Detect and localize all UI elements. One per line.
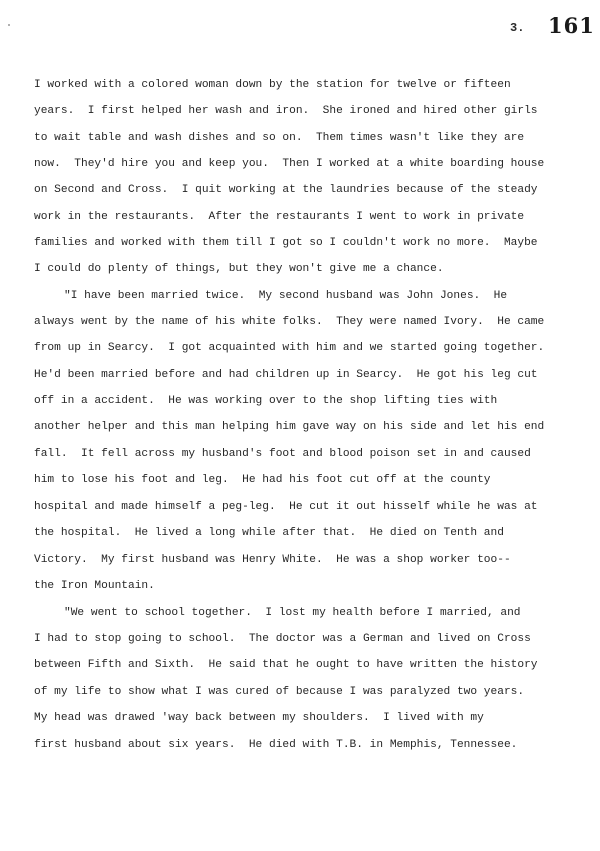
text-line: between Fifth and Sixth. He said that he ought to have written the history: [34, 659, 538, 671]
section-number: 3.: [510, 21, 525, 35]
text-line: to wait table and wash dishes and so on. Them times wasn't like they are: [34, 132, 525, 144]
text-line: off in a accident. He was working over to the shop lifting ties with: [34, 395, 498, 407]
text-line: I had to stop going to school. The doctor was a German and lived on Cross: [34, 633, 531, 645]
scan-speck: [8, 24, 10, 26]
page-number: 161: [548, 13, 595, 38]
text-line: work in the restaurants. After the restaurants I went to work in private: [34, 211, 525, 223]
paragraph-start-line: "I have been married twice. My second husband was John Jones. He: [64, 290, 508, 302]
text-line: My head was drawed 'way back between my shoulders. I lived with my: [34, 712, 484, 724]
text-line: Victory. My first husband was Henry White. He was a shop worker too--: [34, 554, 511, 566]
text-line: families and worked with them till I got so I couldn't work no more. Maybe: [34, 237, 538, 249]
text-line: on Second and Cross. I quit working at the laundries because of the steady: [34, 184, 538, 196]
text-line: now. They'd hire you and keep you. Then I worked at a white boarding house: [34, 158, 545, 170]
text-line: another helper and this man helping him gave way on his side and let his end: [34, 421, 545, 433]
text-line: He'd been married before and had children up in Searcy. He got his leg cut: [34, 369, 538, 381]
text-line: first husband about six years. He died with T.B. in Memphis, Tennessee.: [34, 739, 518, 751]
text-line: him to lose his foot and leg. He had his foot cut off at the county: [34, 474, 491, 486]
paragraph-start-line: "We went to school together. I lost my health before I married, and: [64, 607, 521, 619]
text-line: I could do plenty of things, but they won't give me a chance.: [34, 263, 444, 275]
text-line: the Iron Mountain.: [34, 580, 155, 592]
text-line: years. I first helped her wash and iron. She ironed and hired other girls: [34, 105, 538, 117]
text-line: the hospital. He lived a long while after that. He died on Tenth and: [34, 527, 504, 539]
text-line: fall. It fell across my husband's foot and blood poison set in and caused: [34, 448, 531, 460]
text-line: always went by the name of his white folks. They were named Ivory. He came: [34, 316, 545, 328]
text-line: hospital and made himself a peg-leg. He cut it out hisself while he was at: [34, 501, 538, 513]
text-line: of my life to show what I was cured of because I was paralyzed two years.: [34, 686, 525, 698]
text-line: from up in Searcy. I got acquainted with him and we started going together.: [34, 342, 545, 354]
text-line: I worked with a colored woman down by the station for twelve or fifteen: [34, 79, 511, 91]
